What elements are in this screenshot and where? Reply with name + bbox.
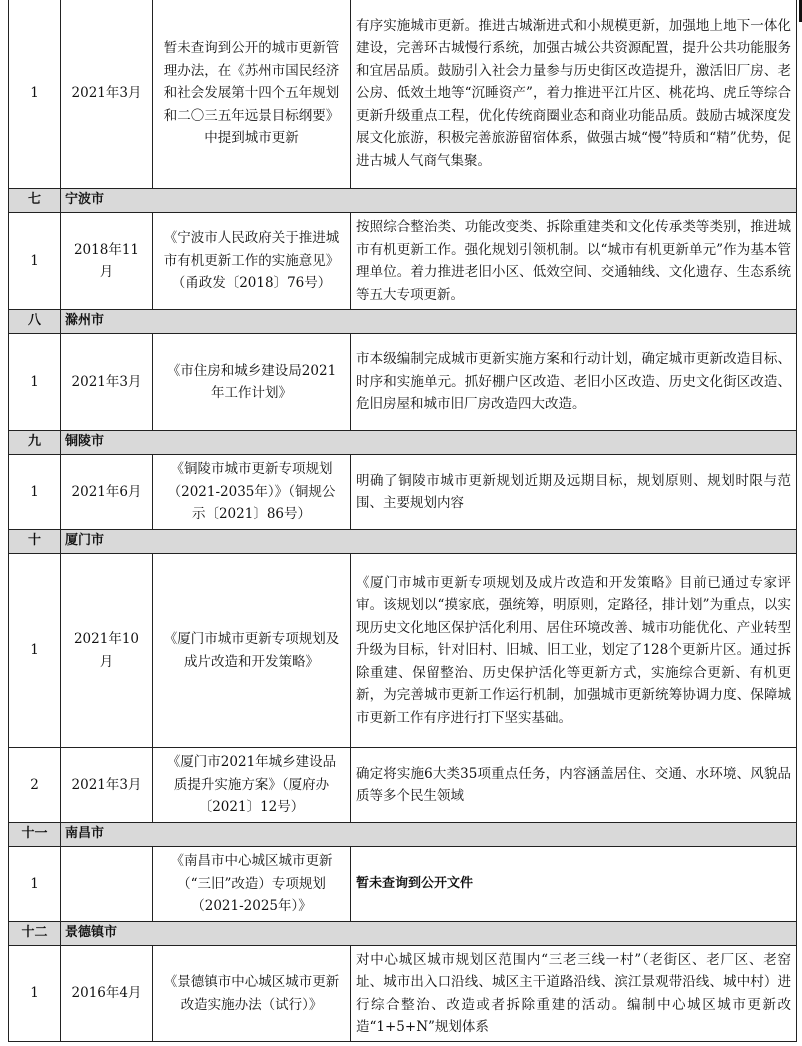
table-row [9,946,797,1042]
city-section-row [9,189,797,213]
issue-date: 2021年10月 [61,554,153,748]
section-number: 十二 [9,922,61,946]
issue-date: 2021年3月 [61,0,153,189]
city-section-row [9,530,797,554]
issue-date [61,847,153,922]
table-row [9,455,797,530]
city-section-row [9,310,797,334]
row-number: 1 [9,847,61,922]
table-row [9,213,797,310]
document-page [8,0,796,1042]
issue-date: 2021年3月 [61,334,153,431]
city-renewal-policy-table [8,0,797,1042]
city-name: 景德镇市 [61,922,797,946]
issue-date: 2021年6月 [61,455,153,530]
row-number: 2 [9,748,61,823]
city-name: 铜陵市 [61,431,797,455]
section-number: 八 [9,310,61,334]
city-name: 厦门市 [61,530,797,554]
row-number: 1 [9,213,61,310]
city-section-row [9,922,797,946]
document-title: 《厦门市2021年城乡建设品质提升实施方案》（厦府办〔2021〕12号） [153,748,351,823]
table-row [9,0,797,189]
document-title: 《宁波市人民政府关于推进城市有机更新工作的实施意见》（甬政发〔2018〕76号） [153,213,351,310]
city-name: 滁州市 [61,310,797,334]
policy-content: 暂未查询到公开文件 [351,847,797,922]
policy-content: 按照综合整治类、功能改变类、拆除重建类和文化传承类等类别，推进城市有机更新工作。强化规划引领机制。以“城市有机更新单元”作为基本管理单位。着力推进老旧小区、低效空间、交通轴线、文化遗存、生态系统等五大专项更新。 [351,213,797,310]
section-number: 十一 [9,823,61,847]
table-row [9,748,797,823]
issue-date: 2016年4月 [61,946,153,1042]
section-number: 七 [9,189,61,213]
document-title: 《铜陵市城市更新专项规划（2021-2035年）》（铜规公示〔2021〕86号） [153,455,351,530]
city-name: 南昌市 [61,823,797,847]
section-number: 九 [9,431,61,455]
issue-date: 2021年3月 [61,748,153,823]
city-name: 宁波市 [61,189,797,213]
policy-content: 明确了铜陵市城市更新规划近期及远期目标，规划原则、规划时限与范围、主要规划内容 [351,455,797,530]
city-section-row [9,823,797,847]
policy-content: 有序实施城市更新。推进古城渐进式和小规模更新，加强地上地下一体化建设，完善环古城慢行系统，加强古城公共资源配置，提升公共功能服务和宜居品质。鼓励引入社会力量参与历史街区改造提升，激活旧厂房、老公房、低效土地等“沉睡资产”，着力推进平江片区、桃花坞、虎丘等综合更新升级重点工程，优化传统商圈业态和商业功能品质。鼓励古城深度发展文化旅游，积极完善旅游留宿体系，做强古城“慢”特质和“精”优势，促进古城人气商气集聚。 [351,0,797,189]
policy-content: 《厦门市城市更新专项规划及成片改造和开发策略》目前已通过专家评审。该规划以“摸家底，强统筹，明原则，定路径，排计划”为重点，以实现历史文化地区保护活化利用、居住环境改善、城市功能优化、产业转型升级为目标，针对旧村、旧城、旧工业，划定了128个更新片区。通过拆除重建、保留整治、历史保护活化等更新方式，实施综合更新、有机更新，为完善城市更新工作运行机制，加强城市更新统筹协调力度、保障城市更新工作有序进行打下坚实基础。 [351,554,797,748]
row-number: 1 [9,334,61,431]
section-number: 十 [9,530,61,554]
policy-content: 市本级编制完成城市更新实施方案和行动计划，确定城市更新改造目标、时序和实施单元。抓好棚户区改造、老旧小区改造、历史文化街区改造、危旧房屋和城市旧厂房改造四大改造。 [351,334,797,431]
document-title: 《市住房和城乡建设局2021年工作计划》 [153,334,351,431]
city-section-row [9,431,797,455]
row-number: 1 [9,455,61,530]
document-title: 《南昌市中心城区城市更新（“三旧”改造）专项规划（2021-2025年）》 [153,847,351,922]
row-number: 1 [9,0,61,189]
policy-content: 确定将实施6大类35项重点任务，内容涵盖居住、交通、水环境、风貌品质等多个民生领域 [351,748,797,823]
document-title: 《厦门市城市更新专项规划及成片改造和开发策略》 [153,554,351,748]
table-row [9,847,797,922]
row-number: 1 [9,554,61,748]
issue-date: 2018年11月 [61,213,153,310]
table-row [9,554,797,748]
document-title: 《景德镇市中心城区城市更新改造实施办法（试行）》 [153,946,351,1042]
policy-content: 对中心城区城市规划区范围内“三老三线一村”（老街区、老厂区、老窑址、城市出入口沿线、城区主干道路沿线、滨江景观带沿线、城中村）进行综合整治、改造或者拆除重建的活动。编制中心城区城市更新改造“1+5+N”规划体系 [351,946,797,1042]
row-number: 1 [9,946,61,1042]
document-title: 暂未查询到公开的城市更新管理办法，在《苏州市国民经济和社会发展第十四个五年规划和二〇三五年远景目标纲要》中提到城市更新 [153,0,351,189]
table-row [9,334,797,431]
